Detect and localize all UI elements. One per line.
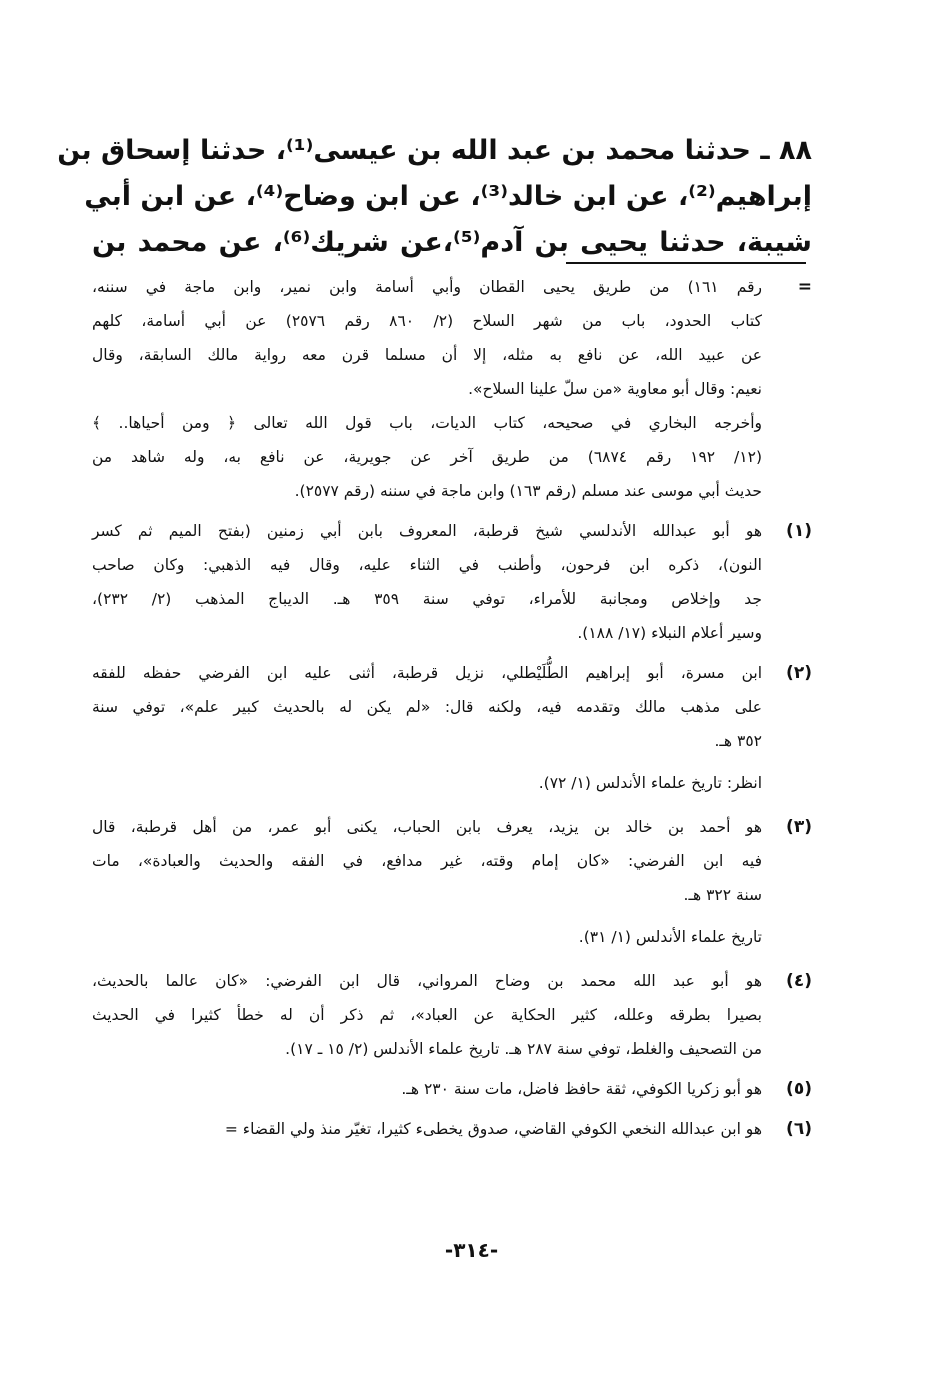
footnote-marker: (٤) xyxy=(786,971,812,991)
footnote-marker: (٣) xyxy=(786,817,812,837)
page-number: -٣١٤- xyxy=(444,1238,499,1262)
hadith-number: ٨٨ ـ xyxy=(760,135,812,166)
continuation-marker: = xyxy=(797,277,812,297)
hadith-text xyxy=(57,128,812,266)
note-line: ابن مسرة، أبو إبراهيم الطُّلَيْطلي، نزيل قرطبة، أثنى عليه ابن الفرضي حفظه للفقه xyxy=(92,664,762,682)
note-line: حديث أبي موسى عند مسلم (رقم ١٦٣) وابن ماجة في سننه (رقم ٢٥٧٧). xyxy=(294,482,762,500)
hadith-line-2: إبراهيم⁽²⁾، عن ابن خالد⁽³⁾، عن ابن وضاح⁽⁴⁾، عن ابن أبي xyxy=(84,181,812,212)
note-line: عن عبيد الله، عن نافع به مثله، إلا أن مسلما قرن معه رواية مالك السابقة، وقال xyxy=(92,346,762,364)
footnote-2-reference: انظر: تاريخ علماء الأندلس (١/ ٧٢). xyxy=(538,774,762,792)
footnote-1 xyxy=(92,514,812,650)
note-line: سنة ٣٢٢ هـ. xyxy=(683,886,762,904)
footnote-4 xyxy=(92,964,812,1066)
note-line: هو ابن عبدالله النخعي الكوفي القاضي، صدوق يخطىء كثيرا، تغيّر منذ ولي القضاء = xyxy=(224,1120,762,1138)
hadith-line-3: شيبة، حدثنا يحيى بن آدم⁽⁵⁾،عن شريك⁽⁶⁾، عن محمد بن xyxy=(92,227,812,258)
note-line: كتاب الحدود، باب من شهر السلاح (٢/ ٨٦٠ رقم ٢٥٧٦) عن أبي أسامة، كلهم xyxy=(92,312,762,330)
footnote-6 xyxy=(92,1112,812,1146)
footnote-marker: (٢) xyxy=(786,663,812,683)
note-line: وأخرجه البخاري في صحيحه، كتاب الديات، باب قول الله تعالى ﴿ ومن أحياها.. ﴾ xyxy=(92,414,762,432)
note-line: ٣٥٢ هـ. xyxy=(714,732,762,750)
note-line: هو أبو عبدالله الأندلسي شيخ قرطبة، المعروف بابن أبي زمنين (بفتح الميم ثم كسر xyxy=(92,522,762,540)
note-line: جد وإخلاص ومجانبة للأمراء، توفي سنة ٣٥٩ هـ. الديباج المذهب (٢/ ٢٣٢)، xyxy=(92,590,763,608)
note-line: من التصحيف والغلط، توفي سنة ٢٨٧ هـ. تاريخ علماء الأندلس (٢/ ١٥ ـ ١٧). xyxy=(285,1040,762,1058)
note-line: وسير أعلام النبلاء (١٧/ ١٨٨). xyxy=(577,624,762,642)
hadith-line-1 xyxy=(57,128,812,174)
note-line: هو أحمد بن خالد بن يزيد، يعرف بابن الحباب، يكنى أبو عمر، من أهل قرطبة، قال xyxy=(92,818,762,836)
footnote-separator xyxy=(566,262,806,264)
footnote-marker: (١) xyxy=(786,521,812,541)
footnote-marker: (٦) xyxy=(786,1119,812,1139)
footnote-2 xyxy=(92,656,812,758)
footnote-5 xyxy=(92,1072,812,1106)
note-line: رقم ١٦١) من طريق يحيى القطان وأبي أسامة وابن نمير، وابن ماجة في سننه، xyxy=(92,278,762,296)
note-line: هو أبو زكريا الكوفي، ثقة حافظ فاضل، مات سنة ٢٣٠ هـ. xyxy=(401,1080,762,1098)
footnote-3 xyxy=(92,810,812,912)
note-line: فيه ابن الفرضي: «كان إمام وقته، غير مدافع، في الفقه والحديث والعبادة»، مات xyxy=(92,852,762,870)
note-line: على مذهب مالك وتقدمه فيه، ولكنه قال: «لم يكن له بالحديث كبير علم»، توفي سنة xyxy=(92,698,762,716)
note-line: نعيم: وقال أبو معاوية «من سلّ علينا السلاح». xyxy=(468,380,762,398)
hadith-line-text: حدثنا محمد بن عبد الله بن عيسى⁽¹⁾، حدثنا إسحاق بن xyxy=(57,135,751,166)
note-line: النون)، ذكره ابن فرحون، وأطنب في الثناء عليه، وقال فيه الذهبي: وكان صاحب xyxy=(92,556,762,574)
note-line: هو أبو عبد الله محمد بن وضاح المرواني، قال ابن الفرضي: «كان عالما بالحديث، xyxy=(92,972,762,990)
footnote-3-reference: تاريخ علماء الأندلس (١/ ٣١). xyxy=(578,928,762,946)
note-line: بصيرا بطرقه وعلله، كثير الحكاية عن العباد»، ثم ذكر أن له خطأ كثيرا في الحديث xyxy=(92,1006,762,1024)
note-line: (١٢/ ١٩٢ رقم ٦٨٧٤) من طريق آخر عن جويرية، عن نافع به، وله شاهد من xyxy=(92,448,762,466)
footnote-marker: (٥) xyxy=(786,1079,812,1099)
continued-note xyxy=(92,270,812,508)
footnotes xyxy=(92,270,812,1152)
